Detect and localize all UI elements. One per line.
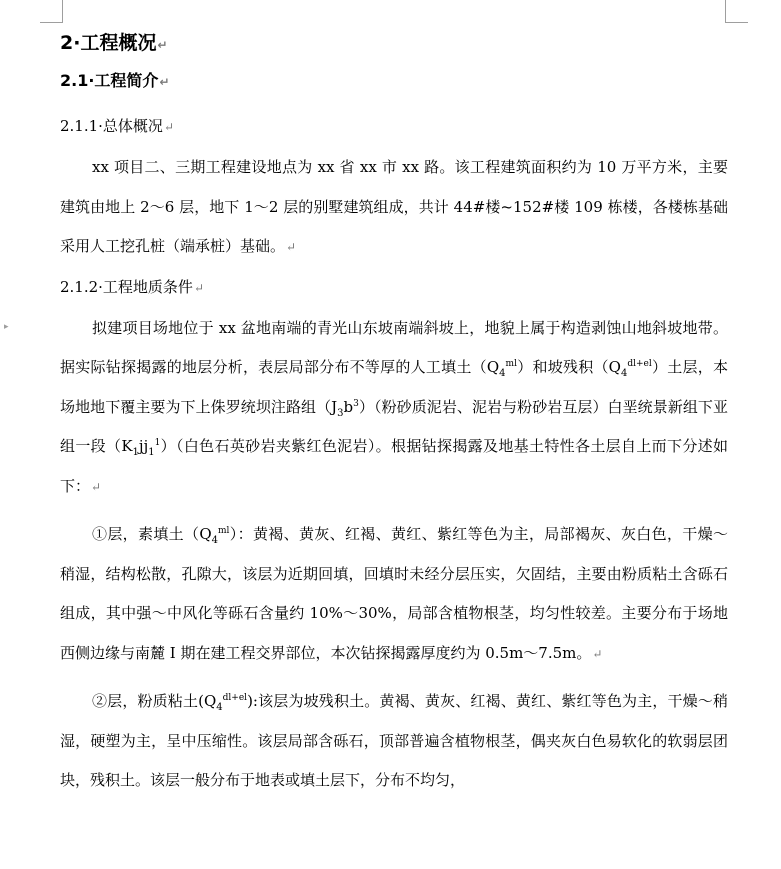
heading-geology: 2.1.2·工程地质条件↵	[60, 277, 204, 296]
document-body	[60, 24, 728, 801]
heading-overview: 2.1.1·总体概况↵	[60, 117, 174, 135]
layer-1-paragraph: ①层，素填土$(Q_4^{ml})$：黄褐、黄灰、红褐、黄红、紫红等色为主，局部褐灰、灰白色，干燥～稍湿，结构松散，孔隙大，该层为近期回填，回填时未经分层压实，欠固结，主要由粉质粘土含砾石组成，其中强～中风化等砾石含量约 10%～30%，局部含植物根茎，均匀性较差。主要分布于场地西侧边缘与南麓 I 期在建工程交界部位，本次钻探揭露厚度约为 0.5m～7.5m。↵	[60, 525, 728, 662]
overview-paragraph: xx 项目二、三期工程建设地点为 xx 省 xx 市 xx 路。该工程建筑面积约为 10 万平方米，主要建筑由地上 2～6 层，地下 1～2 层的别墅建筑组成，共计 44#楼~152#楼 109 栋楼，各楼栋基础采用人工挖孔桩（端承桩）基础。↵	[60, 158, 728, 255]
margin-corner-top-left	[40, 0, 63, 23]
heading-level-2: 2.1·工程简介↵	[60, 71, 170, 90]
margin-marker-icon: ▸	[4, 322, 9, 332]
heading-level-1: 2·工程概况↵	[60, 32, 168, 54]
geology-paragraph: 拟建项目场地位于 xx 盆地南端的青光山东坡南端斜坡上，地貌上属于构造剥蚀山地斜坡地带。据实际钻探揭露的地层分析，表层局部分布不等厚的人工填土$(Q_4^{ml})$和坡残积$(Q_4^{dl+el})$土层，本场地地下覆主要为下上侏罗统坝注路组$(J_3b^3)$（粉砂质泥岩、泥岩与粉砂岩互层）白垩统景新组下亚组一段$(K_1jj_1^1)$（白色石英砂岩夹紫红色泥岩）。根据钻探揭露及地基土特性各土层自上而下分述如下：↵	[60, 318, 728, 495]
layer-2-paragraph: ②层，粉质粘土$(Q_4^{dl+el})$:该层为坡残积土。黄褐、黄灰、红褐、黄红、紫红等色为主，干燥～稍湿，硬塑为主，呈中压缩性。该层局部含砾石，顶部普遍含植物根茎，偶夹灰白色易软化的软弱层团块，残积土。该层一般分布于地表或填土层下，分布不均匀，	[60, 692, 728, 789]
margin-corner-top-right	[725, 0, 748, 23]
